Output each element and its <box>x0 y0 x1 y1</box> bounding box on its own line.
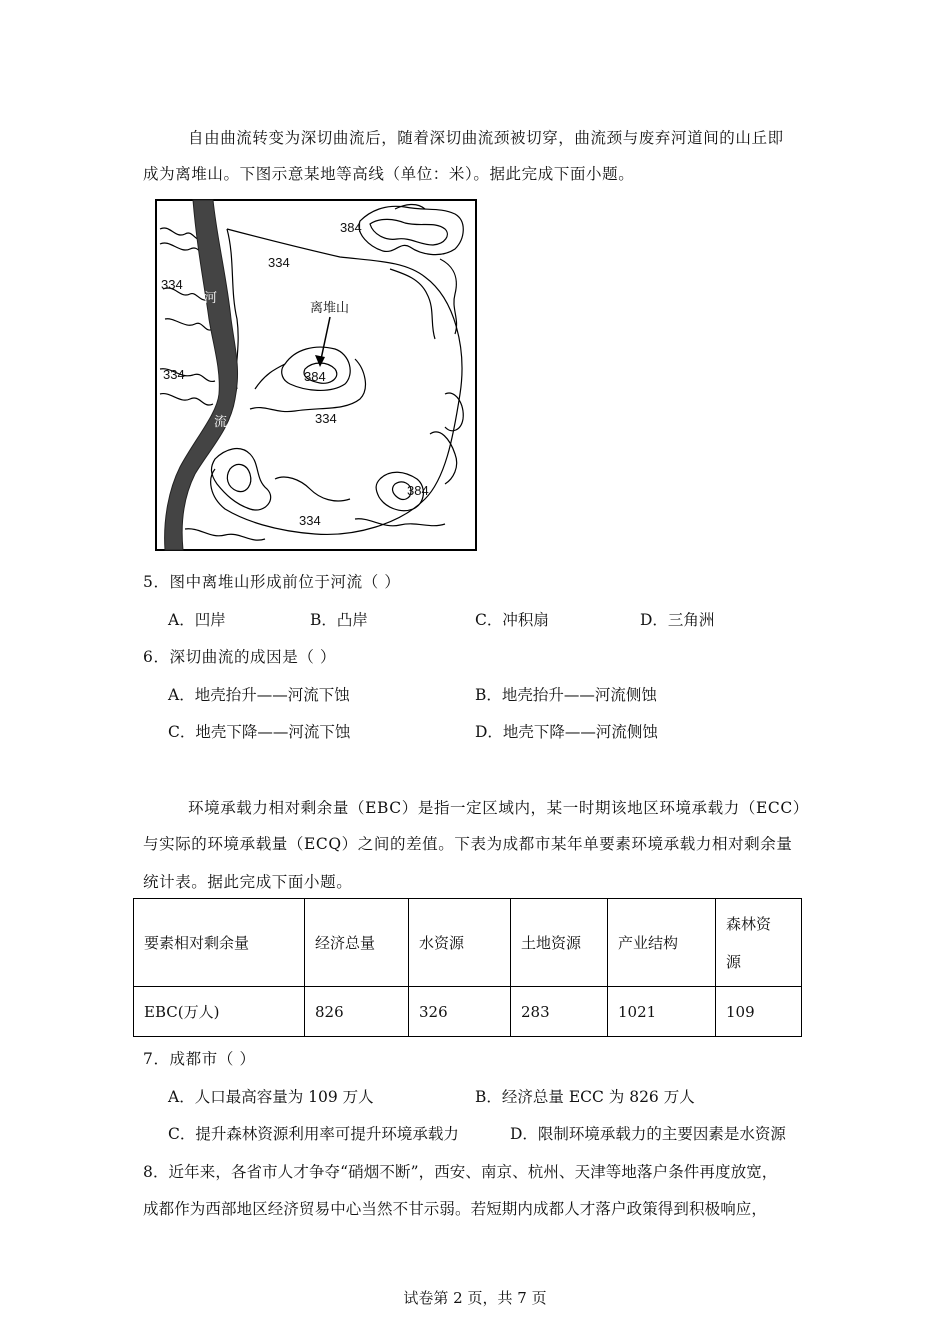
q6-option-b[interactable]: B．地壳抬升——河流侧蚀 <box>475 686 657 704</box>
label-river-he: 河 <box>204 291 218 306</box>
q7-stem: 7．成都市（ ） <box>143 1050 256 1068</box>
label-334-mid: 334 <box>315 411 337 426</box>
ebc-table <box>133 898 802 1037</box>
intro1-line1: 自由曲流转变为深切曲流后，随着深切曲流颈被切穿，曲流颈与废弃河道间的山丘即 <box>188 129 784 147</box>
table-cell: 1021 <box>608 987 716 1037</box>
table-header-cell: 水资源 <box>409 899 511 987</box>
intro2-line1: 环境承载力相对剩余量（EBC）是指一定区域内，某一时期该地区环境承载力（ECC） <box>188 799 809 817</box>
q5-option-d[interactable]: D．三角洲 <box>640 611 715 629</box>
table-header-cell: 产业结构 <box>608 899 716 987</box>
table-cell: 109 <box>716 987 802 1037</box>
table-row <box>134 987 802 1037</box>
q6-option-a[interactable]: A．地壳抬升——河流下蚀 <box>168 686 350 704</box>
table-header-cell: 经济总量 <box>305 899 409 987</box>
q7-option-b[interactable]: B．经济总量 ECC 为 826 万人 <box>475 1088 695 1106</box>
label-384-mid: 384 <box>304 369 326 384</box>
label-334-left2: 334 <box>163 367 185 382</box>
intro1-line2: 成为离堆山。下图示意某地等高线（单位：米）。据此完成下面小题。 <box>143 165 635 183</box>
q6-option-c[interactable]: C．地壳下降——河流下蚀 <box>168 723 351 741</box>
table-cell: 326 <box>409 987 511 1037</box>
q5-option-c[interactable]: C．冲积扇 <box>475 611 549 629</box>
intro2-line2: 与实际的环境承载量（ECQ）之间的差值。下表为成都市某年单要素环境承载力相对剩余量 <box>143 835 793 853</box>
table-header-cell: 要素相对剩余量 <box>134 899 305 987</box>
label-334-bottom: 334 <box>299 513 321 528</box>
label-334-top: 334 <box>268 255 290 270</box>
label-384-top: 384 <box>340 220 362 235</box>
forest-header-line1: 森林资 <box>726 914 772 933</box>
q5-option-a[interactable]: A．凹岸 <box>168 611 226 629</box>
q5-option-b[interactable]: B．凸岸 <box>310 611 368 629</box>
label-river-liu: 流 <box>214 415 228 430</box>
forest-header-line2: 源 <box>726 952 742 971</box>
table-cell: 826 <box>305 987 409 1037</box>
table-header-cell: 土地资源 <box>511 899 608 987</box>
contour-map <box>155 199 477 551</box>
intro2-line3: 统计表。据此完成下面小题。 <box>143 873 353 891</box>
table-cell: EBC(万人) <box>134 987 305 1037</box>
label-384-right: 384 <box>407 483 429 498</box>
q6-option-d[interactable]: D．地壳下降——河流侧蚀 <box>475 723 658 741</box>
q5-stem: 5．图中离堆山形成前位于河流（ ） <box>143 573 401 591</box>
q8-line1: 8．近年来，各省市人才争夺“硝烟不断”，西安、南京、杭州、天津等地落户条件再度放宽， <box>143 1163 778 1181</box>
q8-line2: 成都作为西部地区经济贸易中心当然不甘示弱。若短期内成都人才落户政策得到积极响应， <box>143 1200 768 1218</box>
q7-option-a[interactable]: A．人口最高容量为 109 万人 <box>168 1088 374 1106</box>
label-334-left1: 334 <box>161 277 183 292</box>
page-footer: 试卷第 2 页，共 7 页 <box>403 1289 547 1307</box>
table-header-row <box>134 899 802 987</box>
table-header-cell-forest <box>716 899 802 987</box>
q6-stem: 6．深切曲流的成因是（ ） <box>143 648 337 666</box>
q7-option-d[interactable]: D．限制环境承载力的主要因素是水资源 <box>510 1125 786 1143</box>
table-cell: 283 <box>511 987 608 1037</box>
q7-option-c[interactable]: C．提升森林资源利用率可提升环境承载力 <box>168 1125 459 1143</box>
label-lidui-mountain: 离堆山 <box>310 300 350 315</box>
